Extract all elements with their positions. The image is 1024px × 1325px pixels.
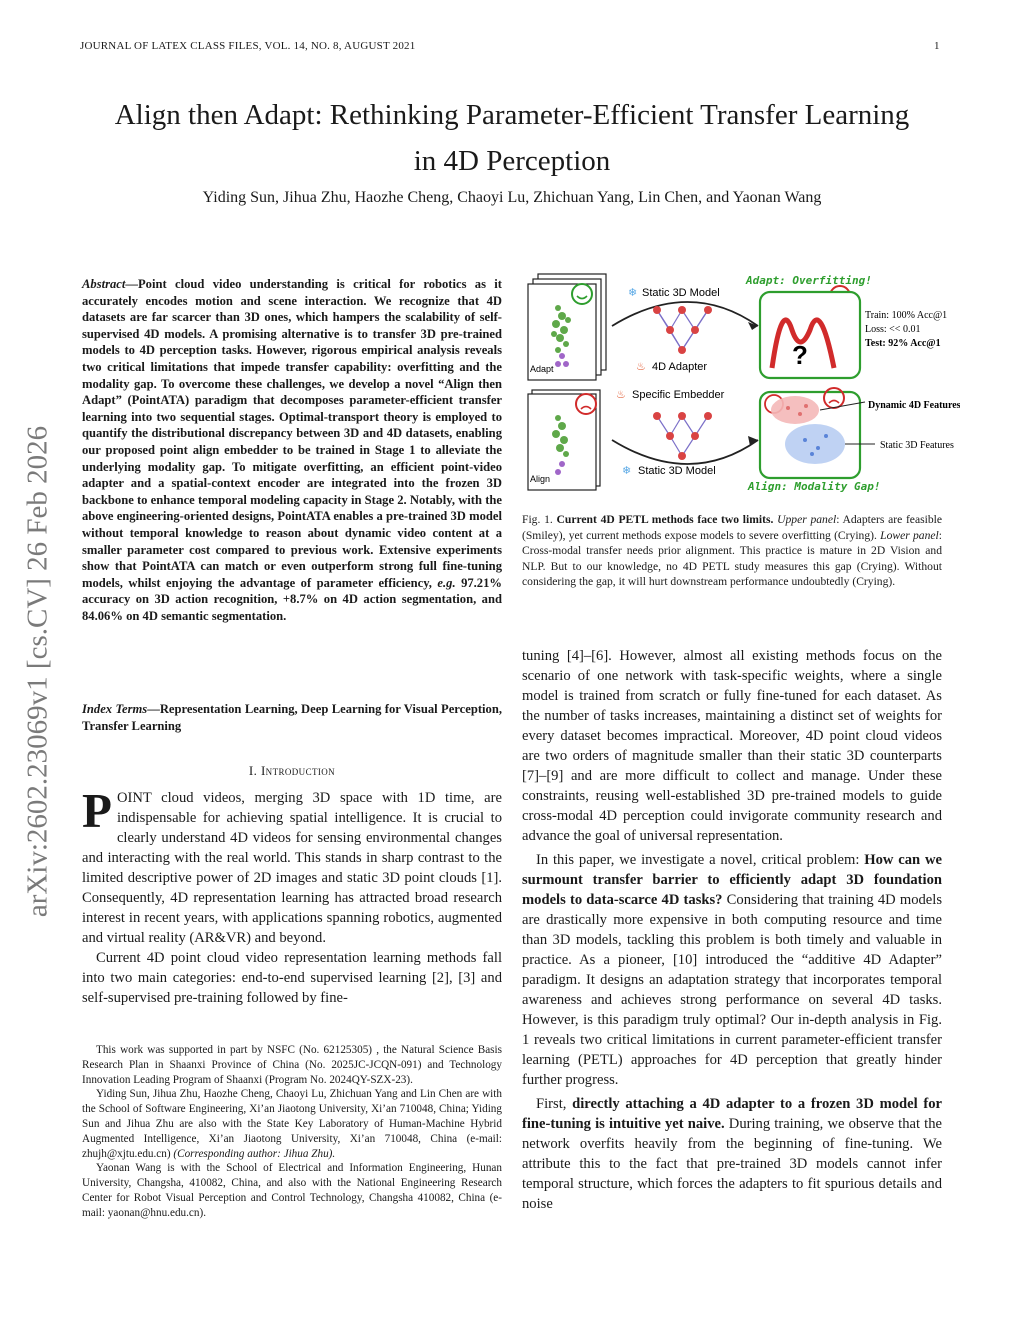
dynamic-features-label: Dynamic 4D Features <box>868 400 960 411</box>
caption-lower-text: : Cross-modal transfer needs prior alignment. This practice is mature in 2D Vision and NLP. But to our knowledge, no 4D PETL study measures this gap (Crying). Without considering the gap, it will hurt downstream performance undoubtedly (Crying). <box>522 528 942 588</box>
footnote-affiliation-1 <box>82 1087 502 1161</box>
paper-title <box>80 92 944 184</box>
intro-paragraph-1-text: OINT cloud videos, merging 3D space with 1D time, are indispensable for achieving spatial intelligence. It is crucial to clearly understand 4D videos for sensing environmental changes and interacting with the real world. This stands in sharp contrast to the limited descriptive power of 2D images and static 3D point clouds [1]. Consequently, 4D representation learning has attracted broad research interest in recent years, with applications spanning robotics, augmented and virtual reality (AR&VR) and beyond. <box>82 790 502 946</box>
intro-paragraph-2: Current 4D point cloud video representation learning methods fall into two main categories: end-to-end supervised learning [2], [3] and self-supervised pre-training followed by fine- <box>82 950 502 1006</box>
right-column-body <box>522 646 942 1214</box>
top-network <box>612 286 758 373</box>
arxiv-stamp-text: arXiv:2602.23069v1 [cs.CV] 26 Feb 2026 <box>21 425 54 918</box>
caption-bold: Current 4D PETL methods face two limits. <box>556 513 774 526</box>
index-terms <box>82 701 502 734</box>
title-line-2: in 4D Perception <box>413 145 611 177</box>
figure-1-diagram <box>520 268 960 503</box>
title-line-1: Align then Adapt: Rethinking Parameter-Efficient Transfer Learning <box>114 99 910 131</box>
corresponding-author: (Corresponding author: Jihua Zhu). <box>173 1147 336 1160</box>
bottom-network <box>612 388 758 477</box>
adapter-4d-label: 4D Adapter <box>652 361 708 373</box>
section-number: I. <box>248 763 258 778</box>
footnote-affiliation-2: Yaonan Wang is with the School of Electrical and Information Engineering, Hunan University, Changsha, 410082, China, and also with the National Engineering Research Center for Robot Visual Perception and Control Technology, Changsha 410082, China (e-mail: yaonan@hnu.edu.cn). <box>82 1162 502 1219</box>
figure-label: Fig. 1. <box>522 513 553 526</box>
section-heading <box>82 763 502 779</box>
specific-embedder-label: Specific Embedder <box>632 389 725 401</box>
index-terms-text: —Representation Learning, Deep Learning for Visual Perception, Transfer Learning <box>82 702 502 733</box>
adapt-tag: Adapt <box>530 364 554 374</box>
footnotes <box>82 1043 502 1221</box>
abstract-text-end: 97.21% accuracy on 3D action recognition, +8.7% on 4D action segmentation, and 84.06% on 4D semantic segmentation. <box>82 575 502 623</box>
right-paragraph-3 <box>522 1094 942 1214</box>
right-paragraph-3-end: During training, we observe that the network overfits heavily from the beginning of fine-tuning. We attribute this to the fact that pre-trained 3D models cannot infer temporal structure, which forces the adapters to fit spurious details and noise <box>522 1116 943 1212</box>
adapt-title: Adapt: Overfitting! <box>746 274 872 287</box>
align-panel <box>747 388 960 493</box>
video-frame-bottom <box>528 390 600 490</box>
svg-text:♨: ♨ <box>636 360 646 373</box>
arxiv-stamp <box>8 370 68 970</box>
page-number: 1 <box>934 40 940 52</box>
static-model-bottom-label: Static 3D Model <box>638 465 716 477</box>
right-paragraph-2 <box>522 850 942 1090</box>
align-tag: Align <box>530 474 551 484</box>
adapt-panel <box>745 274 947 378</box>
right-paragraph-1: tuning [4]–[6]. However, almost all existing methods focus on the scenario of one network with task-specific weights, where a single model is trained from scratch or fully fine-tuned for each dataset. As the number of tasks increases, maintaining a distinct set of weights for every dataset becomes impractical. Moreover, 4D point cloud videos are two orders of magnitude smaller than their static 3D counterparts [7]–[9] and are more difficult to collect and manage. Under these constraints, reusing well-established 3D pre-trained models to guide cross-modal 4D perception could invigorate community research and advance the goal of universal representation. <box>522 648 942 844</box>
svg-text:❄: ❄ <box>622 464 632 477</box>
caption-upper-text: : Adapters are feasible (Smiley), yet current methods expose models to severe overfitting (Crying). <box>522 513 942 542</box>
loss-stat: Loss: << 0.01 <box>865 324 921 335</box>
abstract <box>82 276 502 624</box>
test-stat: Test: 92% Acc@1 <box>865 338 941 349</box>
intro-body <box>82 783 502 1008</box>
svg-text:♨: ♨ <box>616 388 626 401</box>
drop-cap: P <box>82 783 112 838</box>
train-stat: Train: 100% Acc@1 <box>865 310 948 321</box>
right-paragraph-2-end: Considering that training 4D models are drastically more expensive in both computing resource and time than 3D models, tackling this problem is both timely and valuable in practice. As a pioneer, [10] introduced the “additive 4D Adapter” paradigm. It designs an adaptation strategy that incorporates temporal awareness and achieves strong performance on several 4D tasks. However, is this paradigm truly optimal? Our in-depth analysis in Fig. 1 reveals two critical limitations in current parameter-efficient transfer learning (PETL) approaches for 4D perception that greatly hinder further progress. <box>522 892 942 1088</box>
caption-lower-label: Lower panel <box>880 528 939 542</box>
static-features-label: Static 3D Features <box>880 440 954 451</box>
first-limitation: directly attaching a 4D adapter to a frozen 3D model for fine-tuning is intuitive yet naive. <box>522 1096 943 1132</box>
index-terms-label: Index Terms <box>82 702 148 716</box>
video-frames-top <box>528 274 606 380</box>
caption-upper-label: Upper panel <box>777 513 837 526</box>
intro-paragraph-1 <box>82 783 502 948</box>
abstract-eg: e.g. <box>437 575 456 590</box>
right-paragraph-3-start: First, <box>536 1096 573 1112</box>
research-question: How can we surmount transfer barrier to efficiently adapt 3D foundation models to data-scarce 4D tasks? <box>522 852 942 908</box>
figure-caption <box>522 512 942 590</box>
abstract-text: —Point cloud video understanding is critical for robotics as it accurately encodes motion and scene interaction. We recognize that 4D datasets are far scarcer than 3D ones, which hampers the scalability of self-supervised 4D models. A promising alternative is to transfer 3D pre-trained models to 4D perception tasks. However, rigorous empirical analysis reveals two critical limitations that impede transfer capability: overfitting and the modality gap. To overcome these challenges, we develop a novel “Align then Adapt” (PointATA) paradigm that decomposes parameter-efficient transfer learning into two sequential stages. Optimal-transport theory is employed to quantify the distributional discrepancy between 3D and 4D datasets, enabling our proposed point align embedder to be trained in Stage 1 to alleviate the underlying modality gap. To mitigate overfitting, an efficient point-video adapter and a spatial-context encoder are integrated into the frozen 3D backbone to enhance temporal modeling capacity in Stage 2. Notably, with the above engineering-oriented designs, PointATA enables a pre-trained 3D model without temporal knowledge to reason about dynamic video content at a smaller parameter cost compared to previous work. Extensive experiments show that PointATA can match or even outperform strong full fine-tuning models, whilst enjoying the advantage of parameter efficiency, <box>82 277 502 590</box>
align-title: Align: Modality Gap! <box>748 480 881 493</box>
footnote-affiliation-1-text: Yiding Sun, Jihua Zhu, Haozhe Cheng, Chaoyi Lu, Zhichuan Yang and Lin Chen are with the School of Software Engineering, Xi’an Jiaotong University, Xi’an 710048, China; Yiding Sun and Jihua Zhu are also with the State Key Laboratory of Human-Machine Hybrid Augmented Intelligence, Xi’an Jiaotong University, Xi’an 710048, China (e-mail: zhujh@xjtu.edu.cn) <box>82 1088 502 1160</box>
abstract-label: Abstract <box>82 277 126 291</box>
figure-1 <box>520 268 960 503</box>
section-title: Introduction <box>260 763 336 778</box>
static-model-top-label: Static 3D Model <box>642 287 720 299</box>
svg-text:❄: ❄ <box>628 286 638 299</box>
footnote-funding: This work was supported in part by NSFC (No. 62125305) , the Natural Science Basis Research Plan in Shaanxi Province of China (No. 2025JC-JCQN-091) and Technology Innovation Leading Program of Shaanxi (Program No. 2024QY-SZX-23). <box>82 1044 502 1086</box>
question-mark: ? <box>792 340 808 370</box>
running-header: JOURNAL OF LATEX CLASS FILES, VOL. 14, NO. 8, AUGUST 2021 <box>80 40 416 52</box>
right-paragraph-2-start: In this paper, we investigate a novel, critical problem: <box>536 852 865 868</box>
author-list: Yiding Sun, Jihua Zhu, Haozhe Cheng, Chaoyi Lu, Zhichuan Yang, Lin Chen, and Yaonan Wang <box>202 189 822 206</box>
